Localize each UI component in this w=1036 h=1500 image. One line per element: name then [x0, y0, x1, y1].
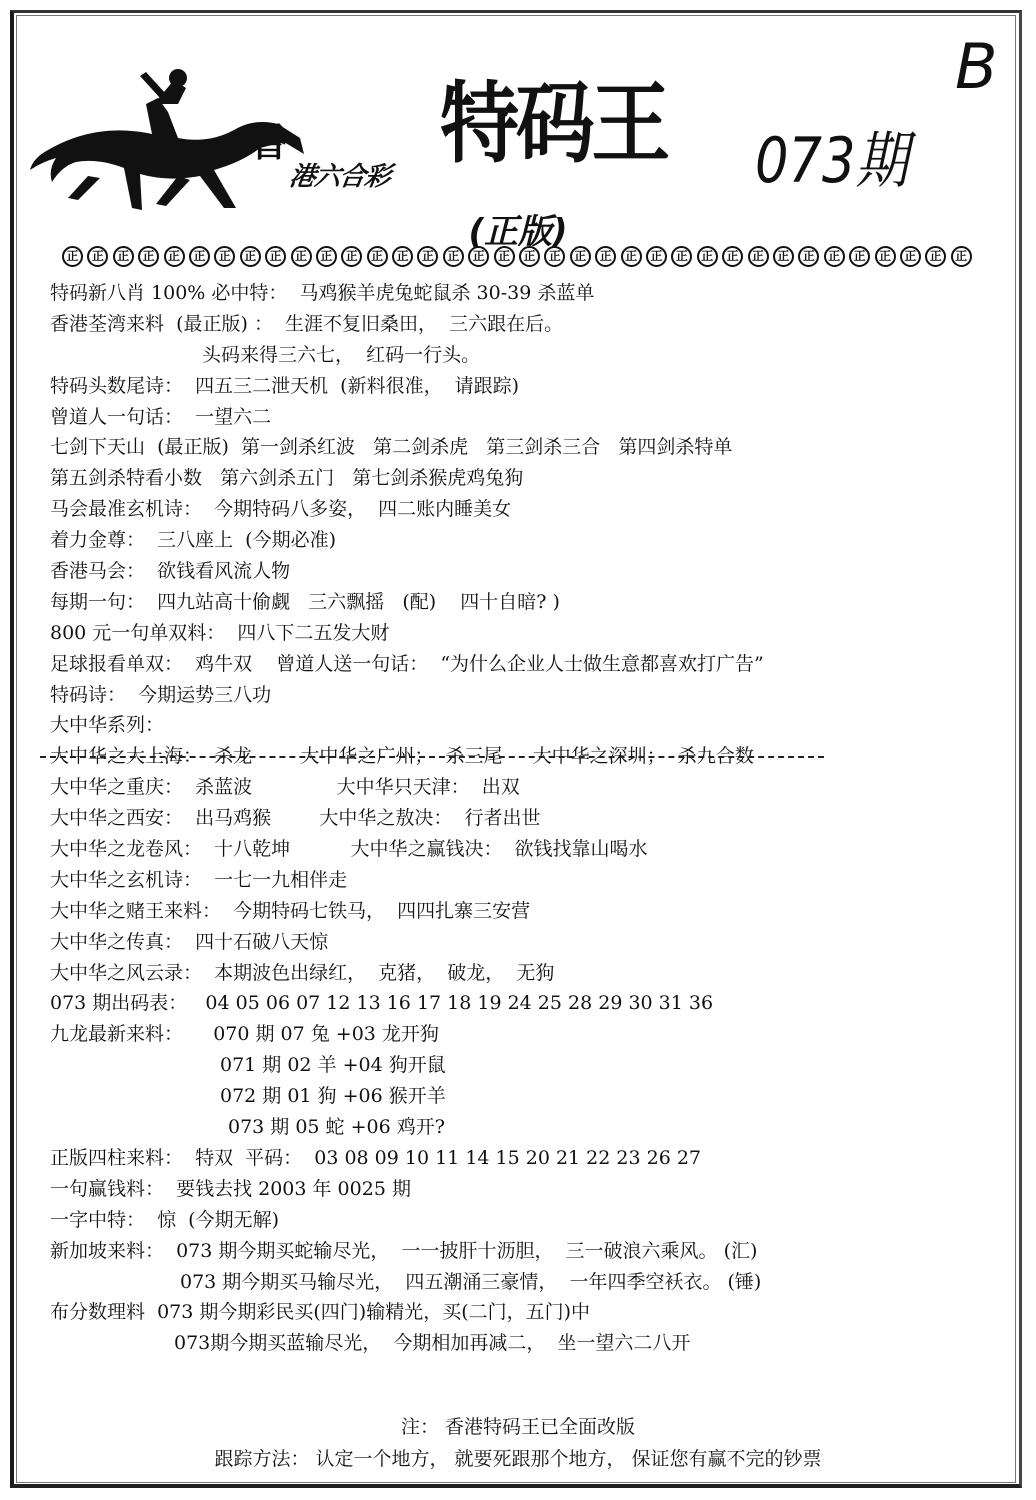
tip-line: 头码来得三六七， 红码一行头。	[202, 343, 481, 366]
authentic-stamp-icon: 正	[494, 246, 515, 267]
tip-line: 新加坡来料： 073 期今期买蛇输尽光， 一一披肝十沥胆， 三一破浪六乘风。 (汇)	[50, 1239, 758, 1262]
authentic-stamp-icon: 正	[265, 246, 286, 267]
authentic-stamp-icon: 正	[164, 246, 185, 267]
authentic-stamp-icon: 正	[849, 246, 870, 267]
tip-line: 800 元一句单双料： 四八下二五发大财	[50, 621, 390, 644]
tip-line: 一句赢钱料： 要钱去找 2003 年 0025 期	[50, 1177, 411, 1200]
issue-number: 073期	[755, 124, 909, 197]
tip-line: 着力金尊： 三八座上 (今期必准)	[50, 529, 336, 552]
authentic-stamp-icon: 正	[443, 246, 464, 267]
authentic-stamp-icon: 正	[875, 246, 896, 267]
title-hk-mark-six: 港六合彩	[287, 162, 392, 192]
authentic-stamp-icon: 正	[671, 246, 692, 267]
tip-line: 第五剑杀特看小数 第六剑杀五门 第七剑杀猴虎鸡兔狗	[50, 467, 524, 490]
authentic-stamp-icon: 正	[291, 246, 312, 267]
tip-line: 073 期 05 蛇 +06 鸡开?	[228, 1116, 445, 1139]
authentic-stamp-icon: 正	[113, 246, 134, 267]
authentic-stamp-icon: 正	[697, 246, 718, 267]
draw-numbers-line: 073 期出码表： 04 05 06 07 12 13 16 17 18 19 24 25 28 29 30 31 36	[50, 992, 714, 1015]
footer-tracking-method: 跟踪方法： 认定一个地方， 就要死跟那个地方， 保证您有赢不完的钞票	[214, 1448, 822, 1470]
authentic-stamp-icon: 正	[87, 246, 108, 267]
tip-line: 马会最准玄机诗： 今期特码八多姿， 四二账内睡美女	[50, 498, 512, 521]
authentic-stamp-icon: 正	[62, 246, 83, 267]
tip-line: 特码头数尾诗： 四五三二泄天机 (新料很准， 请跟踪)	[50, 374, 520, 397]
authentic-stamp-icon: 正	[189, 246, 210, 267]
tip-line: 073期今期买蓝输尽光， 今期相加再减二， 坐一望六二八开	[174, 1332, 691, 1355]
tip-line: 特码诗： 今期运势三八功	[50, 683, 272, 706]
authentic-stamp-icon: 正	[316, 246, 337, 267]
tip-line: 曾道人一句话： 一望六二	[50, 405, 272, 428]
authentic-stamp-icon: 正	[925, 246, 946, 267]
authentic-stamp-icon: 正	[417, 246, 438, 267]
authentic-stamp-icon: 正	[240, 246, 261, 267]
authentic-stamp-icon: 正	[544, 246, 565, 267]
tip-line: 每期一句： 四九站高十偷觑 三六飘摇 (配) 四十自暗? )	[50, 590, 560, 613]
authentic-stamp-row	[62, 246, 972, 267]
authentic-stamp-icon: 正	[519, 246, 540, 267]
tip-line: 大中华系列：	[50, 714, 165, 737]
tip-line-struck: 大中华之大上海： 杀龙 大中华之广州； 杀三尾 大中华之深圳； 杀九合数	[50, 745, 754, 768]
authentic-stamp-icon: 正	[951, 246, 972, 267]
tip-line: 足球报看单双： 鸡牛双 曾道人送一句话： “为什么企业人士做生意都喜欢打广告”	[50, 652, 764, 675]
authentic-stamp-icon: 正	[824, 246, 845, 267]
authentic-stamp-icon: 正	[138, 246, 159, 267]
authentic-stamp-icon: 正	[621, 246, 642, 267]
tips-content	[50, 278, 1000, 1359]
tip-line: 大中华之重庆： 杀蓝波 大中华只天津： 出双	[50, 776, 520, 799]
authentic-stamp-icon: 正	[214, 246, 235, 267]
authentic-stamp-icon: 正	[773, 246, 794, 267]
authentic-stamp-icon: 正	[900, 246, 921, 267]
authentic-stamp-icon: 正	[748, 246, 769, 267]
authentic-stamp-icon: 正	[722, 246, 743, 267]
authentic-stamp-icon: 正	[392, 246, 413, 267]
tip-line: 073 期今期买马输尽光， 四五潮涌三豪情， 一年四季空袄衣。 (锤)	[180, 1270, 762, 1293]
authentic-stamp-icon: 正	[595, 246, 616, 267]
authentic-stamp-icon: 正	[341, 246, 362, 267]
authentic-stamp-icon: 正	[570, 246, 591, 267]
tip-line: 九龙最新来料： 070 期 07 兔 +03 龙开狗	[50, 1023, 439, 1046]
authentic-stamp-icon: 正	[468, 246, 489, 267]
footer-note: 注： 香港特码王已全面改版	[400, 1416, 636, 1438]
authentic-stamp-icon: 正	[798, 246, 819, 267]
tip-line: 正版四柱来料： 特双 平码： 03 08 09 10 11 14 15 20 21 22 23 26 27	[50, 1146, 702, 1169]
authentic-stamp-icon: 正	[646, 246, 667, 267]
tip-line: 大中华之赌王来料： 今期特码七铁马， 四四扎寨三安营	[50, 899, 531, 922]
authentic-stamp-icon: 正	[367, 246, 388, 267]
tip-line: 一字中特： 惊 (今期无解)	[50, 1208, 279, 1231]
tip-line: 大中华之龙卷风： 十八乾坤 大中华之赢钱决： 欲钱找靠山喝水	[50, 838, 648, 861]
tip-line: 特码新八肖 100% 必中特： 马鸡猴羊虎兔蛇鼠杀 30-39 杀蓝单	[50, 282, 595, 304]
tip-line: 072 期 01 狗 +06 猴开羊	[220, 1085, 446, 1108]
tip-line: 大中华之西安： 出马鸡猴 大中华之敖决： 行者出世	[50, 807, 541, 830]
tip-line: 香港荃湾来料 (最正版) ： 生涯不复旧桑田， 三六跟在后。	[50, 312, 564, 335]
tip-line: 七剑下天山 (最正版) 第一剑杀红波 第二剑杀虎 第三剑杀三合 第四剑杀特单	[50, 436, 733, 459]
tip-line: 大中华之传真： 四十石破八天惊	[50, 930, 329, 953]
title-char-xiang: 香	[250, 121, 289, 165]
version-letter: B	[955, 30, 998, 103]
tip-line: 大中华之风云录： 本期波色出绿红， 克猪， 破龙， 无狗	[50, 961, 555, 984]
tip-line: 071 期 02 羊 +04 狗开鼠	[220, 1054, 446, 1077]
edition-label: (正版)	[468, 212, 568, 252]
tip-line: 香港马会： 欲钱看风流人物	[50, 560, 291, 583]
page-title: 特码王	[440, 72, 667, 175]
tip-line: 布分数理料 073 期今期彩民买(四门)输精光，买(二门，五门)中	[50, 1301, 591, 1324]
tip-line: 大中华之玄机诗： 一七一九相伴走	[50, 868, 348, 891]
